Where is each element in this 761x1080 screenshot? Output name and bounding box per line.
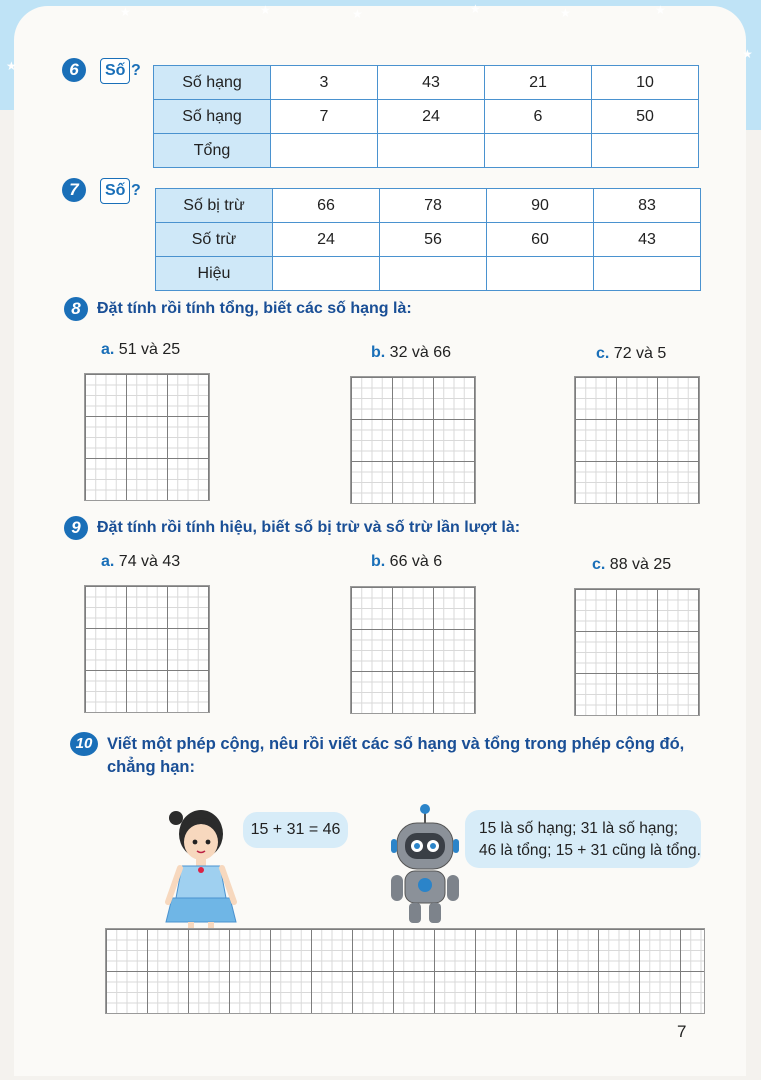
table-cell: 43 <box>378 66 485 100</box>
exercise-9-item-a <box>101 553 180 571</box>
answer-cell[interactable] <box>273 257 380 291</box>
answer-cell[interactable] <box>271 134 378 168</box>
table-row <box>154 134 699 168</box>
star-icon: ★ <box>260 3 271 17</box>
exercise-6-table <box>153 65 699 168</box>
writing-grid[interactable] <box>350 376 476 504</box>
writing-grid[interactable] <box>84 373 210 501</box>
table-cell: 24 <box>273 223 380 257</box>
table-cell: 21 <box>485 66 592 100</box>
item-letter: b. <box>371 344 386 361</box>
item-letter: a. <box>101 341 115 358</box>
row-header: Số hạng <box>154 66 271 100</box>
question-mark: ? <box>131 182 141 199</box>
star-icon: ★ <box>655 3 666 17</box>
table-cell: 3 <box>271 66 378 100</box>
writing-grid[interactable] <box>574 376 700 504</box>
table-cell: 50 <box>592 100 699 134</box>
exercise-8-item-c <box>596 345 666 363</box>
answer-writing-grid[interactable] <box>105 928 705 1014</box>
so-label-box: Số <box>100 178 130 204</box>
item-text: 74 và 43 <box>118 553 181 570</box>
table-row <box>156 189 701 223</box>
answer-cell[interactable] <box>378 134 485 168</box>
row-header: Số hạng <box>154 100 271 134</box>
row-header: Tổng <box>154 134 271 168</box>
answer-cell[interactable] <box>487 257 594 291</box>
robot-speech-bubble <box>465 810 701 868</box>
table-cell: 24 <box>378 100 485 134</box>
writing-grid[interactable] <box>574 588 700 716</box>
row-header: Hiệu <box>156 257 273 291</box>
table-cell: 90 <box>487 189 594 223</box>
exercise-10-number: 10 <box>70 732 98 756</box>
answer-cell[interactable] <box>592 134 699 168</box>
item-text: 72 và 5 <box>613 345 667 362</box>
star-icon: ★ <box>352 7 363 21</box>
exercise-9-item-c <box>592 556 671 574</box>
table-cell: 56 <box>380 223 487 257</box>
item-letter: a. <box>101 553 115 570</box>
robot-bubble-line: 46 là tổng; 15 + 31 cũng là tổng. <box>479 842 701 859</box>
row-header: Số trừ <box>156 223 273 257</box>
row-header: Số bị trừ <box>156 189 273 223</box>
exercise-7-table <box>155 188 701 291</box>
star-icon: ★ <box>560 6 571 20</box>
table-cell: 7 <box>271 100 378 134</box>
table-cell: 6 <box>485 100 592 134</box>
girl-speech-bubble: 15 + 31 = 46 <box>243 812 348 848</box>
answer-cell[interactable] <box>380 257 487 291</box>
table-cell: 78 <box>380 189 487 223</box>
table-cell: 83 <box>594 189 701 223</box>
star-icon: ★ <box>470 2 481 16</box>
exercise-6-number: 6 <box>62 58 86 82</box>
item-letter: c. <box>596 345 610 362</box>
exercise-8-item-b <box>371 344 451 362</box>
exercise-8-title: Đặt tính rồi tính tổng, biết các số hạng là: <box>97 300 412 317</box>
girl-illustration <box>158 806 244 930</box>
robot-illustration <box>385 803 465 929</box>
table-cell: 66 <box>273 189 380 223</box>
writing-grid[interactable] <box>84 585 210 713</box>
item-text: 32 và 66 <box>389 344 452 361</box>
table-row <box>156 257 701 291</box>
robot-bubble-line: 15 là số hạng; 31 là số hạng; <box>479 820 679 837</box>
table-row <box>154 100 699 134</box>
item-text: 66 và 6 <box>389 553 443 570</box>
exercise-8-item-a <box>101 341 180 359</box>
star-icon: ★ <box>742 47 753 61</box>
star-icon: ★ <box>6 59 17 73</box>
answer-cell[interactable] <box>594 257 701 291</box>
page-number: 7 <box>677 1022 687 1041</box>
exercise-8-number: 8 <box>64 297 88 321</box>
item-letter: b. <box>371 553 386 570</box>
table-row <box>156 223 701 257</box>
exercise-9-item-b <box>371 553 442 571</box>
answer-cell[interactable] <box>485 134 592 168</box>
table-cell: 43 <box>594 223 701 257</box>
item-letter: c. <box>592 556 606 573</box>
exercise-9-title: Đặt tính rồi tính hiệu, biết số bị trừ và số trừ lần lượt là: <box>97 519 521 536</box>
item-text: 88 và 25 <box>609 556 672 573</box>
question-mark: ? <box>131 62 141 79</box>
table-cell: 10 <box>592 66 699 100</box>
star-icon: ★ <box>120 5 131 19</box>
exercise-9-number: 9 <box>64 516 88 540</box>
item-text: 51 và 25 <box>118 341 181 358</box>
table-row <box>154 66 699 100</box>
exercise-7-number: 7 <box>62 178 86 202</box>
exercise-10-title: Viết một phép cộng, nêu rồi viết các số hạng và tổng trong phép cộng đó, chẳng hạn: <box>107 735 685 776</box>
writing-grid[interactable] <box>350 586 476 714</box>
so-label-box: Số <box>100 58 130 84</box>
table-cell: 60 <box>487 223 594 257</box>
